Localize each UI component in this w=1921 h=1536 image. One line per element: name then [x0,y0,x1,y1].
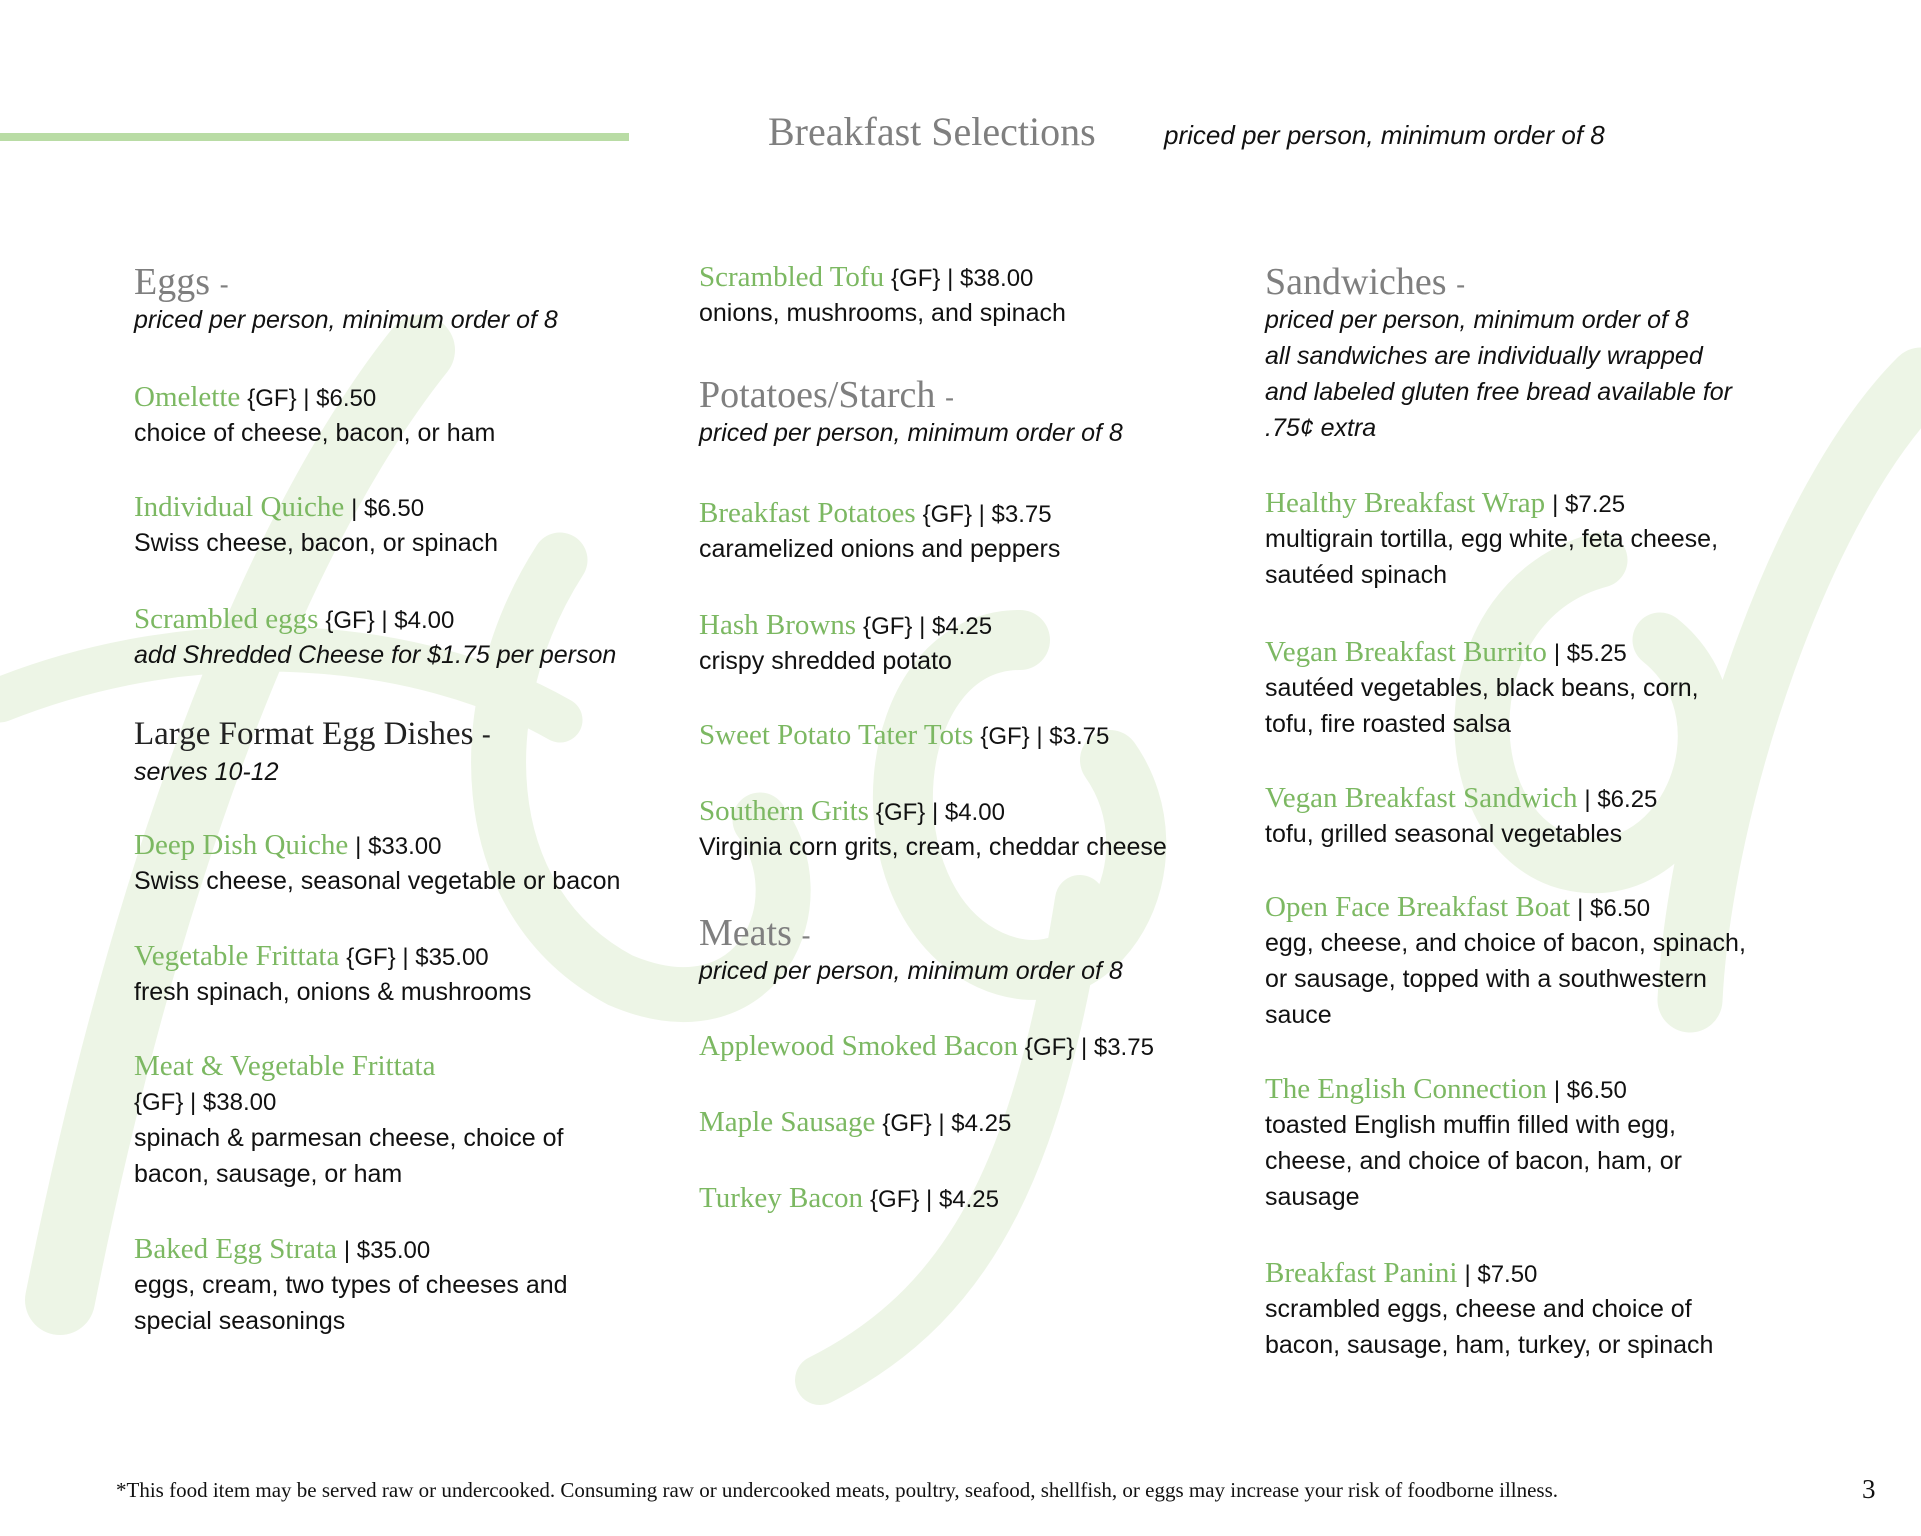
menu-item [1265,634,1699,742]
menu-item-description: spinach & parmesan cheese, choice of [134,1124,564,1152]
section-heading [134,714,491,754]
menu-item-description: sautéed vegetables, black beans, corn, [1265,674,1699,702]
menu-item-description: bacon, sausage, ham, turkey, or spinach [1265,1331,1714,1359]
section-large-format-egg-dishes [134,714,491,790]
menu-item-price: | $6.50 [1553,1077,1627,1104]
menu-item-price: | $6.50 [351,495,425,522]
menu-item-name: Baked Egg Strata [134,1233,337,1265]
menu-item-title-line [134,601,616,637]
menu-item-name: Breakfast Potatoes [699,497,916,529]
menu-item-description: toasted English muffin filled with egg, [1265,1111,1676,1139]
section-potatoes-starch [699,375,1123,451]
menu-item-name: Applewood Smoked Bacon [699,1030,1018,1062]
page-number: 3 [1862,1474,1876,1504]
menu-item-name: Vegan Breakfast Sandwich [1265,782,1578,814]
menu-item-price: | $33.00 [355,833,442,860]
section-note: all sandwiches are individually wrapped [1265,342,1703,370]
menu-item-title-line [699,259,1066,295]
menu-item [1265,485,1718,593]
section-heading [699,913,1123,953]
menu-item-title-line [1265,1071,1682,1107]
menu-item-price: {GF} | $3.75 [980,723,1110,750]
disclaimer: *This food item may be served raw or undercooked. Consuming raw or undercooked meats, poultry, seafood, shellfish, or eggs may increase your risk of foodborne illness. [116,1478,1559,1502]
menu-item [134,379,495,451]
menu-item-name: Vegetable Frittata [134,940,340,972]
menu-item-price-line [134,1084,563,1120]
section-title: Large Format Egg Dishes [134,716,474,752]
section-note: .75¢ extra [1265,414,1377,442]
menu-item [1265,780,1657,852]
menu-item-description: cheese, and choice of bacon, ham, or [1265,1147,1682,1175]
menu-item-title-line [134,938,531,974]
section-note: priced per person, minimum order of 8 [699,957,1123,985]
menu-item-name: Healthy Breakfast Wrap [1265,487,1546,519]
section-title: Eggs [134,261,210,303]
section-eggs [134,262,558,338]
menu-item-price: | $6.50 [1577,895,1651,922]
menu-item-name: Hash Browns [699,609,857,641]
section-heading [134,262,558,302]
menu-item-price: | $6.25 [1584,786,1658,813]
menu-item-description: egg, cheese, and choice of bacon, spinach, [1265,929,1746,957]
menu-item-title-line [134,827,620,863]
section-sandwiches [1265,262,1732,446]
menu-item [134,1048,563,1192]
menu-item-title-line [1265,634,1699,670]
menu-item-title-line [699,607,992,643]
menu-item-price: {GF} | $4.00 [875,799,1005,826]
menu-item-title-line [699,1180,999,1216]
menu-item-description: caramelized onions and peppers [699,535,1061,563]
menu-item [1265,1255,1713,1363]
menu-item-name: Turkey Bacon [699,1182,864,1214]
menu-item-price: {GF} | $38.00 [134,1089,277,1116]
menu-item-price: {GF} | $3.75 [1024,1034,1154,1061]
menu-item-price: {GF} | $4.25 [863,613,993,640]
menu-item-price: | $35.00 [343,1237,431,1264]
menu-item-name: Maple Sausage [699,1106,876,1138]
menu-item [1265,889,1746,1033]
menu-item-description: tofu, fire roasted salsa [1265,710,1511,738]
menu-item-name: Deep Dish Quiche [134,829,349,861]
menu-item-price: {GF} | $3.75 [922,501,1052,528]
section-title: Meats [699,912,792,954]
menu-item [699,1104,1011,1140]
menu-item-name: Southern Grits [699,795,869,827]
menu-item-description: eggs, cream, two types of cheeses and [134,1271,568,1299]
section-dash: - [1456,269,1466,300]
menu-item [699,607,992,679]
section-heading [1265,262,1732,302]
menu-item-price: | $7.25 [1552,491,1626,518]
menu-item [699,259,1066,331]
menu-item-title-line [1265,780,1657,816]
menu-item-name: Open Face Breakfast Boat [1265,891,1571,923]
menu-item-title-line [134,379,495,415]
menu-item-description: sausage [1265,1183,1360,1211]
menu-item [134,601,616,673]
menu-item-price: | $5.25 [1553,640,1627,667]
menu-item [134,938,531,1010]
menu-item-description: onions, mushrooms, and spinach [699,299,1066,327]
menu-item [1265,1071,1682,1215]
menu-item-description: Virginia corn grits, cream, cheddar cheese [699,833,1167,861]
menu-item-description: tofu, grilled seasonal vegetables [1265,820,1623,848]
menu-item-title-line [134,1048,563,1084]
menu-item-description: special seasonings [134,1307,346,1335]
page-subtitle: priced per person, minimum order of 8 [1164,120,1605,150]
menu-item-description: Swiss cheese, bacon, or spinach [134,529,499,557]
menu-item-description: sauce [1265,1001,1332,1029]
section-title: Potatoes/Starch [699,374,936,416]
menu-item-price: {GF} | $4.25 [870,1186,1000,1213]
menu-item-description: bacon, sausage, or ham [134,1160,403,1188]
menu-item-title-line [699,717,1109,753]
section-dash: - [944,382,955,413]
menu-item [134,489,498,561]
menu-item-name: Meat & Vegetable Frittata [134,1050,436,1082]
menu-item-price: {GF} | $35.00 [346,944,489,971]
page-title: Breakfast Selections [768,109,1096,154]
menu-item [134,827,620,899]
menu-item-price: {GF} | $4.00 [325,607,455,634]
menu-item [699,793,1167,865]
menu-item-title-line [134,1231,568,1267]
menu-item-price: {GF} | $6.50 [247,385,377,412]
section-meats [699,913,1123,989]
menu-item-description: choice of cheese, bacon, or ham [134,419,496,447]
menu-item-title-line [1265,1255,1713,1291]
header-rule [0,133,629,141]
menu-item-title-line [699,495,1060,531]
menu-item-title-line [1265,485,1718,521]
menu-item-name: Breakfast Panini [1265,1257,1458,1289]
menu-item [699,717,1109,753]
menu-item-title-line [134,489,498,525]
menu-item-description: scrambled eggs, cheese and choice of [1265,1295,1692,1323]
section-note: priced per person, minimum order of 8 [134,306,558,334]
section-dash: - [481,719,491,750]
section-title: Sandwiches [1265,261,1447,303]
menu-item-title-line [699,793,1167,829]
menu-item-description: sautéed spinach [1265,561,1448,589]
menu-item-description: Swiss cheese, seasonal vegetable or bacon [134,867,621,895]
menu-item-description: or sausage, topped with a southwestern [1265,965,1707,993]
section-note: and labeled gluten free bread available for [1265,378,1733,406]
menu-item-title-line [699,1104,1011,1140]
menu-item-description: multigrain tortilla, egg white, feta cheese, [1265,525,1719,553]
menu-item-name: Vegan Breakfast Burrito [1265,636,1547,668]
section-note: serves 10-12 [134,758,279,786]
menu-item-name: The English Connection [1265,1073,1547,1105]
menu-item [134,1231,568,1339]
menu-item [699,1028,1154,1064]
section-dash: - [801,920,811,951]
menu-item [699,495,1060,567]
menu-item-description: fresh spinach, onions & mushrooms [134,978,532,1006]
menu-item-description: crispy shredded potato [699,647,952,675]
section-note: priced per person, minimum order of 8 [1265,306,1689,334]
menu-item [699,1180,999,1216]
section-dash: - [219,269,229,300]
menu-item-name: Scrambled Tofu [699,261,885,293]
menu-item-price: {GF} | $4.25 [882,1110,1012,1137]
menu-item-title-line [1265,889,1746,925]
menu-item-name: Omelette [134,381,241,413]
menu-item-price: {GF} | $38.00 [891,265,1034,292]
section-note: priced per person, minimum order of 8 [699,419,1123,447]
menu-item-title-line [699,1028,1154,1064]
menu-item-price: | $7.50 [1464,1261,1538,1288]
section-heading [699,375,1123,415]
menu-item-name: Sweet Potato Tater Tots [699,719,974,751]
menu-item-name: Scrambled eggs [134,603,319,635]
menu-item-description: add Shredded Cheese for $1.75 per person [134,641,617,669]
menu-item-name: Individual Quiche [134,491,345,523]
